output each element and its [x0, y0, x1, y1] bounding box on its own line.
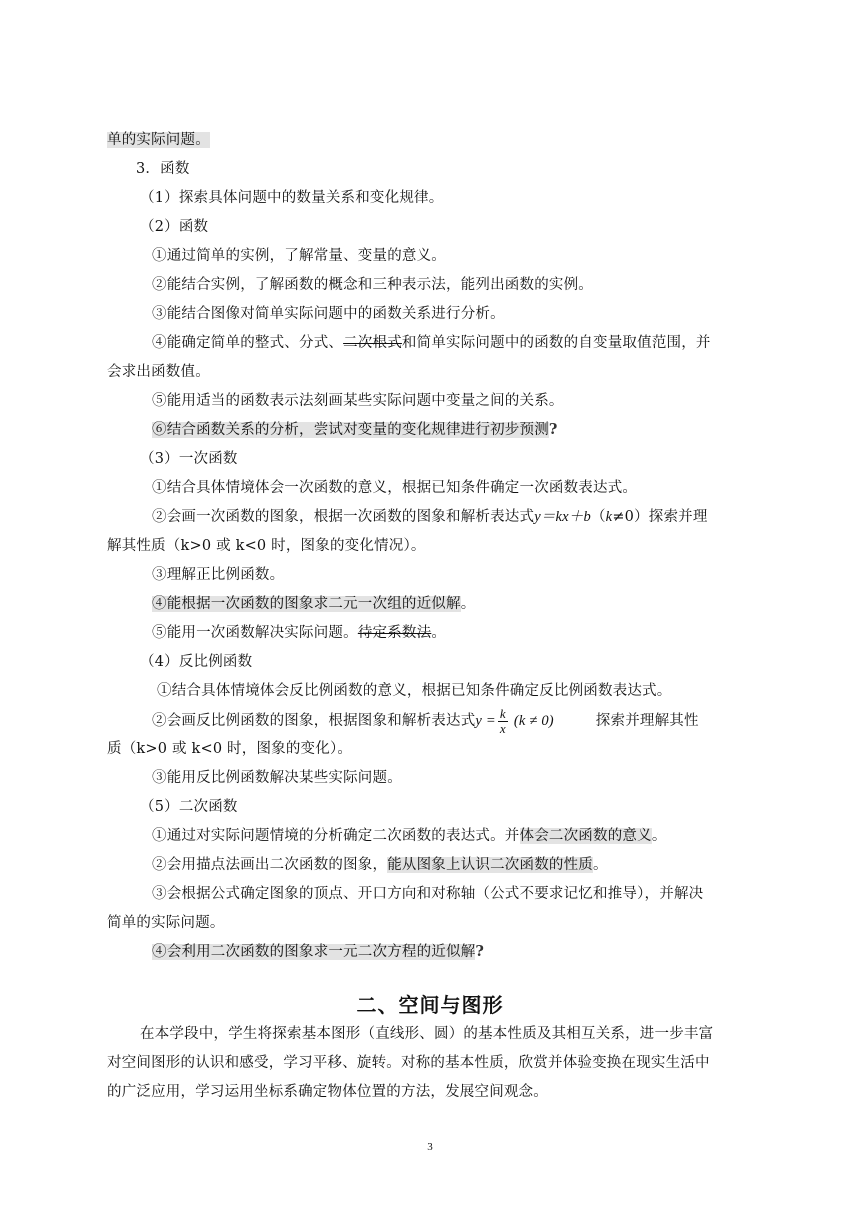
- subsection-title: （5）二次函数: [140, 799, 238, 815]
- text: （: [590, 509, 606, 525]
- paragraph-line: 在本学段中，学生将探索基本图形（直线形、圆）的基本性质及其相互关系，进一步丰富: [140, 1026, 714, 1042]
- question-mark: ?: [548, 421, 558, 438]
- highlighted-text: 体会二次函数的意义: [519, 828, 652, 844]
- formula: y＝kx＋b: [534, 509, 591, 525]
- page-number: 3: [427, 1141, 433, 1153]
- highlighted-text: ⑥结合函数关系的分析，尝试对变量的变化规律进行初步预测: [152, 422, 549, 438]
- text: ④能确定简单的整式、分式、: [152, 335, 344, 351]
- list-item: ①通过简单的实例，了解常量、变量的意义。: [152, 248, 446, 264]
- highlighted-text: ④会利用二次函数的图象求一元二次方程的近似解: [152, 944, 476, 960]
- list-item: ③会根据公式确定图象的顶点、开口方向和对称轴（公式不要求记忆和推导），并解决: [152, 886, 704, 902]
- highlighted-text: 能从图象上认识二次函数的性质: [387, 857, 594, 873]
- text: 。: [460, 596, 476, 612]
- text: 。: [651, 828, 667, 844]
- text: 探索并理解其性: [595, 713, 699, 729]
- text: ≠0）探索并理: [612, 509, 708, 525]
- subsection-title: （3）一次函数: [140, 451, 238, 467]
- text: ②会画一次函数的图象，根据一次函数的图象和解析表达式: [152, 509, 535, 525]
- paragraph-line: （1）探索具体问题中的数量关系和变化规律。: [140, 190, 444, 206]
- subsection-title: （2）函数: [140, 219, 209, 235]
- text: 。: [593, 857, 608, 873]
- list-item: [152, 940, 484, 964]
- list-item: [152, 853, 608, 877]
- list-item: [152, 418, 558, 442]
- fraction: [498, 707, 508, 736]
- list-item: ⑤能用适当的函数表示法刻画某些实际问题中变量之间的关系。: [152, 393, 564, 409]
- formula-var: k: [605, 509, 613, 525]
- paragraph-line: 简单的实际问题。: [107, 915, 225, 931]
- section-heading: 二、空间与图形: [356, 993, 504, 1017]
- text: ②会用描点法画出二次函数的图象，: [152, 857, 388, 873]
- strikethrough-text: 二次根式: [343, 335, 402, 351]
- list-item: [152, 331, 711, 355]
- list-item: [152, 706, 699, 736]
- list-item: [152, 505, 708, 529]
- paragraph-line: 解其性质（k>0 或 k<0 时，图象的变化情况）。: [107, 538, 426, 554]
- text: ⑤能用一次函数解决实际问题。: [152, 625, 358, 641]
- text: ①通过对实际问题情境的分析确定二次函数的表达式。并: [152, 828, 520, 844]
- list-item: ②能结合实例，了解函数的概念和三种表示法，能列出函数的实例。: [152, 277, 593, 293]
- paragraph-line: 的广泛应用，学习运用坐标系确定物体位置的方法，发展空间观念。: [107, 1084, 548, 1100]
- text: ②会画反比例函数的图象，根据图象和解析表达式: [152, 713, 476, 729]
- paragraph-line: 会求出函数值。: [107, 364, 210, 380]
- list-item: ③理解正比例函数。: [152, 567, 285, 583]
- list-item: ①结合具体情境体会反比例函数的意义，根据已知条件确定反比例函数表达式。: [157, 683, 672, 699]
- text: 。: [431, 625, 447, 641]
- paragraph-line: 对空间图形的认识和感受，学习平移、旋转。对称的基本性质，欣赏并体验变换在现实生活中: [107, 1055, 710, 1071]
- highlighted-text: ④能根据一次函数的图象求二元一次组的近似解: [152, 596, 461, 612]
- paragraph-line: [107, 128, 210, 152]
- question-mark: ?: [475, 943, 485, 960]
- formula-condition: (k ≠ 0): [513, 713, 554, 729]
- text: 和简单实际问题中的函数的自变量取值范围，并: [401, 335, 711, 351]
- formula: y =: [475, 713, 496, 729]
- list-item: [152, 621, 446, 645]
- fraction-denominator: x: [499, 720, 506, 736]
- highlighted-text: 单的实际问题。: [107, 132, 210, 148]
- fraction-numerator: k: [499, 705, 506, 721]
- section-title: 3．函数: [136, 161, 190, 177]
- paragraph-line: 质（k>0 或 k<0 时，图象的变化）。: [107, 741, 353, 757]
- subsection-title: （4）反比例函数: [140, 654, 253, 670]
- list-item: ③能结合图像对简单实际问题中的函数关系进行分析。: [152, 306, 505, 322]
- list-item: ①结合具体情境体会一次函数的意义，根据已知条件确定一次函数表达式。: [152, 480, 638, 496]
- list-item: [152, 824, 667, 848]
- strikethrough-text: 待定系数法: [357, 625, 432, 641]
- list-item: [152, 592, 475, 616]
- list-item: ③能用反比例函数解决某些实际问题。: [152, 770, 402, 786]
